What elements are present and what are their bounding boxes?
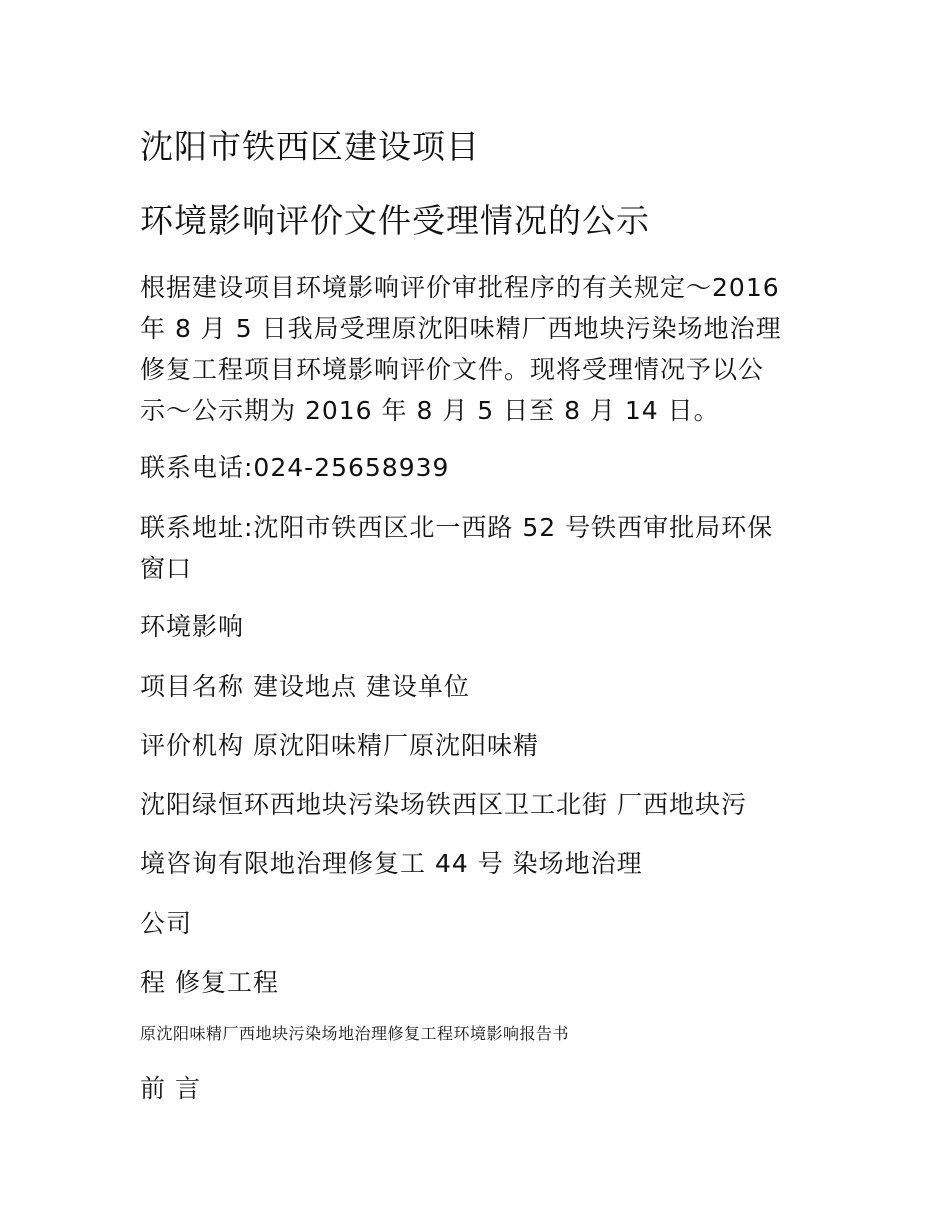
table-line: 程 修复工程: [140, 968, 279, 997]
contact-phone: 联系电话:024-25658939: [140, 453, 450, 482]
title-line-2: 环境影响评价文件受理情况的公示: [140, 201, 650, 240]
intro-line: 修复工程项目环境影响评价文件。现将受理情况予以公: [140, 355, 765, 384]
intro-paragraph: [140, 267, 820, 431]
address-line: 联系地址:沈阳市铁西区北一西路 52 号铁西审批局环保: [140, 513, 774, 542]
intro-line: 年 8 月 5 日我局受理原沈阳味精厂西地块污染场地治理: [140, 314, 782, 343]
table-line: 境咨询有限地治理修复工 44 号 染场地治理: [140, 849, 643, 878]
table-line: 沈阳绿恒环西地块污染场铁西区卫工北街 厂西地块污: [140, 790, 747, 819]
intro-line: 示～公示期为 2016 年 8 月 5 日至 8 月 14 日。: [140, 396, 720, 425]
contact-address: [140, 507, 820, 589]
report-header: 原沈阳味精厂西地块污染场地治理修复工程环境影响报告书: [140, 1024, 570, 1043]
table-line: 评价机构 原沈阳味精厂原沈阳味精: [140, 731, 539, 760]
address-line: 窗口: [140, 554, 193, 583]
intro-line: 根据建设项目环境影响评价审批程序的有关规定～2016: [140, 273, 780, 302]
title-line-1: 沈阳市铁西区建设项目: [140, 127, 480, 166]
table-line: 环境影响: [140, 612, 245, 641]
table-line: 公司: [140, 909, 193, 938]
preface-heading: 前 言: [140, 1074, 201, 1103]
table-line: 项目名称 建设地点 建设单位: [140, 672, 470, 701]
